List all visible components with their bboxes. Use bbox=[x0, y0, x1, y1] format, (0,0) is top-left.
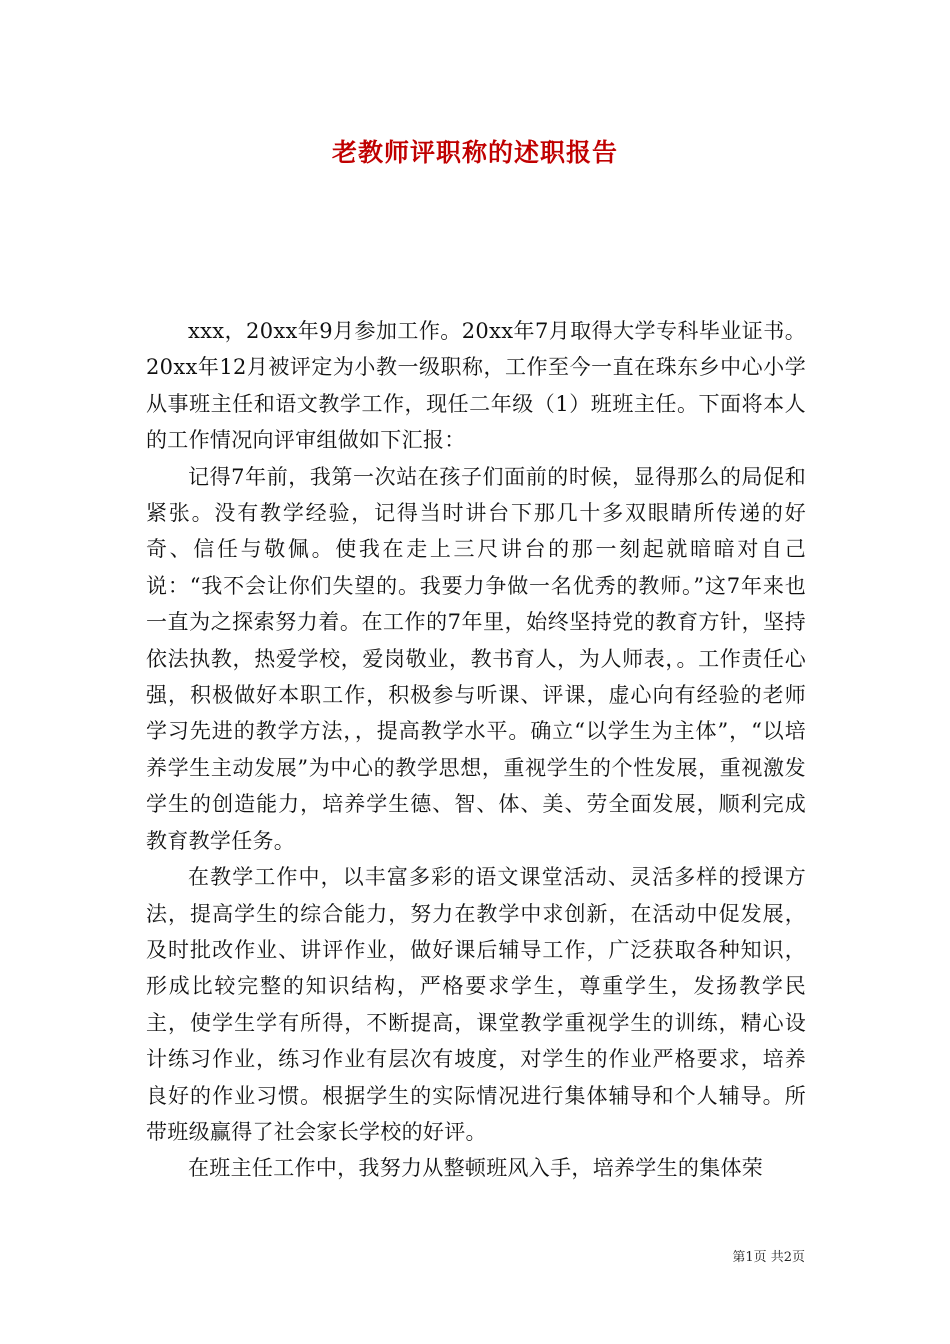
paragraph-intro: xxx，20xx年9月参加工作。20xx年7月取得大学专科毕业证书。20xx年12月被评定为小教一级职称，工作至今一直在珠东乡中心小学从事班主任和语文教学工作，现任二年级（1）班班主任。下面将本人的工作情况向评审组做如下汇报： bbox=[146, 319, 806, 453]
page-number: 第1页 共2页 bbox=[732, 1250, 805, 1265]
paragraph-teaching: 在教学工作中，以丰富多彩的语文课堂活动、灵活多样的授课方法，提高学生的综合能力，努力在教学中求创新，在活动中促发展，及时批改作业、讲评作业，做好课后辅导工作，广泛获取各种知识，形成比较完整的知识结构，严格要求学生，尊重学生，发扬教学民主，使学生学有所得，不断提高，课堂教学重视学生的训练，精心设计练习作业，练习作业有层次有坡度，对学生的作业严格要求，培养良好的作业习惯。根据学生的实际情况进行集体辅导和个人辅导。所带班级赢得了社会家长学校的好评。 bbox=[146, 865, 806, 1144]
paragraph-experience: 记得7年前，我第一次站在孩子们面前的时候，显得那么的局促和紧张。没有教学经验，记得当时讲台下那几十多双眼睛所传递的好奇、信任与敬佩。使我在走上三尺讲台的那一刻起就暗暗对自己说：“我不会让你们失望的。我要力争做一名优秀的教师。”这7年来也一直为之探索努力着。在工作的7年里，始终坚持党的教育方针，坚持依法执教，热爱学校，爱岗敬业，教书育人，为人师表，。工作责任心强，积极做好本职工作，积极参与听课、评课，虚心向有经验的老师学习先进的教学方法，，提高教学水平。确立“以学生为主体”，“以培养学生主动发展”为中心的教学思想，重视学生的个性发展，重视激发学生的创造能力，培养学生德、智、体、美、劳全面发展，顺利完成教育教学任务。 bbox=[146, 464, 806, 853]
report-body bbox=[146, 313, 806, 1187]
paragraph-class-management: 在班主任工作中，我努力从整顿班风入手，培养学生的集体荣 bbox=[188, 1156, 764, 1181]
page-title: 老教师评职称的述职报告 bbox=[331, 138, 618, 167]
